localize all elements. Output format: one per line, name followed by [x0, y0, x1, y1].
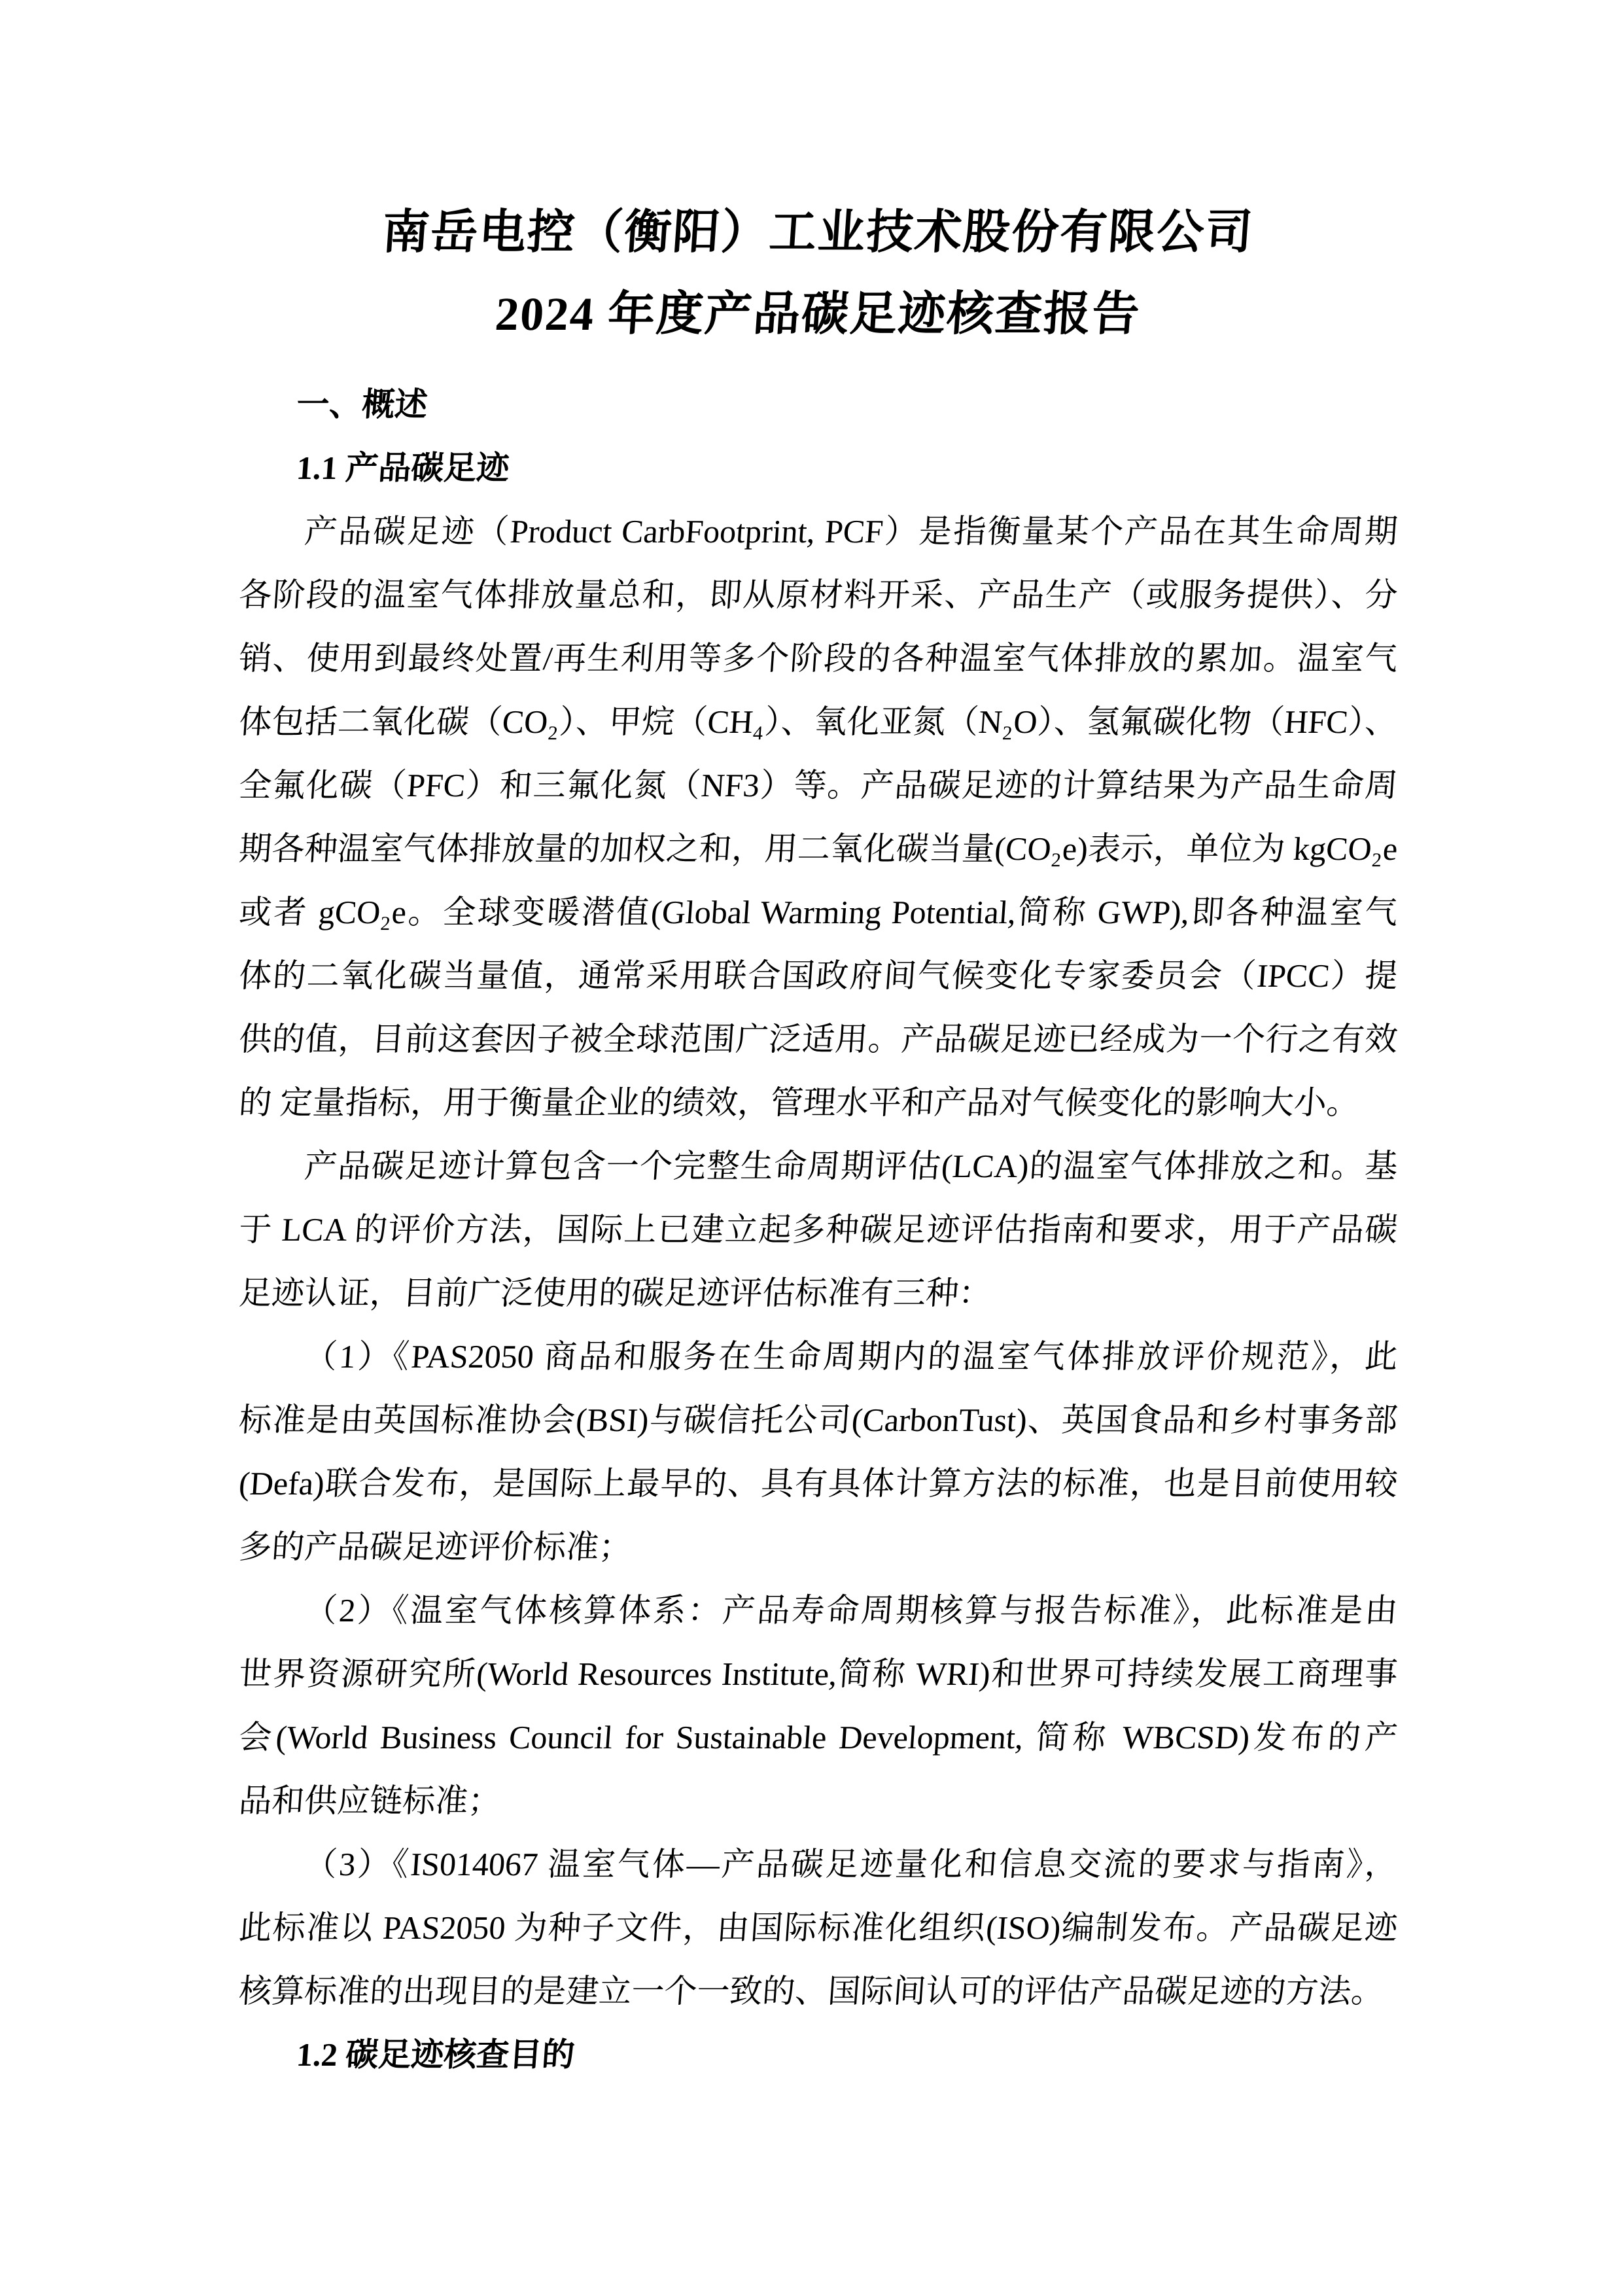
paragraph-line: 销、使用到最终处置/再生利用等多个阶段的各种温室气体排放的累加。温室气 — [237, 640, 1399, 677]
paragraph-line: 标准是由英国标准协会(BSI)与碳信托公司(CarbonTust)、英国食品和乡村事务部 — [237, 1402, 1399, 1438]
paragraph-line: 期各种温室气体排放量的加权之和，用二氧化碳当量(CO₂e)表示，单位为 kgCO₂e — [237, 830, 1399, 867]
paragraph-line: 的 定量指标，用于衡量企业的绩效，管理水平和产品对气候变化的影响大小。 — [237, 1084, 1361, 1121]
paragraph-line: 产品碳足迹（Product CarbFootprint, PCF）是指衡量某个产品在其生命周期 — [303, 513, 1399, 550]
company-title: 南岳电控（衡阳）工业技术股份有限公司 — [380, 206, 1256, 258]
subsection-heading-1-1: 1.1 产品碳足迹 — [295, 450, 511, 486]
paragraph-line: 或者 gCO₂e。全球变暖潜值(Global Warming Potential,简称 GWP),即各种温室气 — [237, 894, 1399, 930]
paragraph-line: 多的产品碳足迹评价标准； — [237, 1528, 633, 1565]
paragraph-line: （3）《IS014067 温室气体—产品碳足迹量化和信息交流的要求与指南》， — [303, 1846, 1399, 1882]
paragraph-line: (Defa)联合发布，是国际上最早的、具有具体计算方法的标准，也是目前使用较 — [237, 1465, 1399, 1502]
paragraph-line: 于 LCA 的评价方法，国际上已建立起多种碳足迹评估指南和要求，用于产品碳 — [237, 1211, 1399, 1248]
subsection-heading-1-2: 1.2 碳足迹核查目的 — [295, 2036, 576, 2073]
paragraph-line: 全氟化碳（PFC）和三氟化氮（NF3）等。产品碳足迹的计算结果为产品生命周 — [237, 767, 1399, 804]
paragraph-line: 产品碳足迹计算包含一个完整生命周期评估(LCA)的温室气体排放之和。基 — [303, 1148, 1399, 1184]
paragraph-line: 体的二氧化碳当量值，通常采用联合国政府间气候变化专家委员会（IPCC）提 — [237, 957, 1399, 994]
paragraph-line: 体包括二氧化碳（CO₂）、甲烷（CH₄）、氧化亚氮（N₂O）、氢氟碳化物（HFC）、 — [237, 703, 1399, 740]
paragraph-line: 各阶段的温室气体排放量总和，即从原材料开采、产品生产（或服务提供）、分 — [237, 576, 1399, 613]
paragraph-line: 足迹认证，目前广泛使用的碳足迹评估标准有三种： — [237, 1275, 993, 1311]
paragraph-line: 供的值，目前这套因子被全球范围广泛适用。产品碳足迹已经成为一个行之有效 — [237, 1021, 1399, 1057]
section-heading-overview: 一、概述 — [295, 386, 429, 423]
document-body — [237, 373, 1399, 2087]
paragraph-line: （1）《PAS2050 商品和服务在生命周期内的温室气体排放评价规范》，此 — [303, 1338, 1399, 1375]
paragraph-line: 世界资源研究所(World Resources Institute,简称 WRI)和世界可持续发展工商理事 — [237, 1655, 1399, 1692]
paragraph-line: （2）《温室气体核算体系：产品寿命周期核算与报告标准》，此标准是由 — [303, 1592, 1399, 1629]
paragraph-line: 核算标准的出现目的是建立一个一致的、国际间认可的评估产品碳足迹的方法。 — [237, 1973, 1386, 2009]
paragraph-line: 品和供应链标准； — [237, 1782, 502, 1819]
paragraph-line: 会(World Business Council for Sustainable Development, 简称 WBCSD)发布的产 — [237, 1719, 1399, 1756]
report-title: 2024 年度产品碳足迹核查报告 — [493, 288, 1143, 340]
paragraph-line: 此标准以 PAS2050 为种子文件，由国际标准化组织(ISO)编制发布。产品碳足迹 — [237, 1909, 1399, 1946]
